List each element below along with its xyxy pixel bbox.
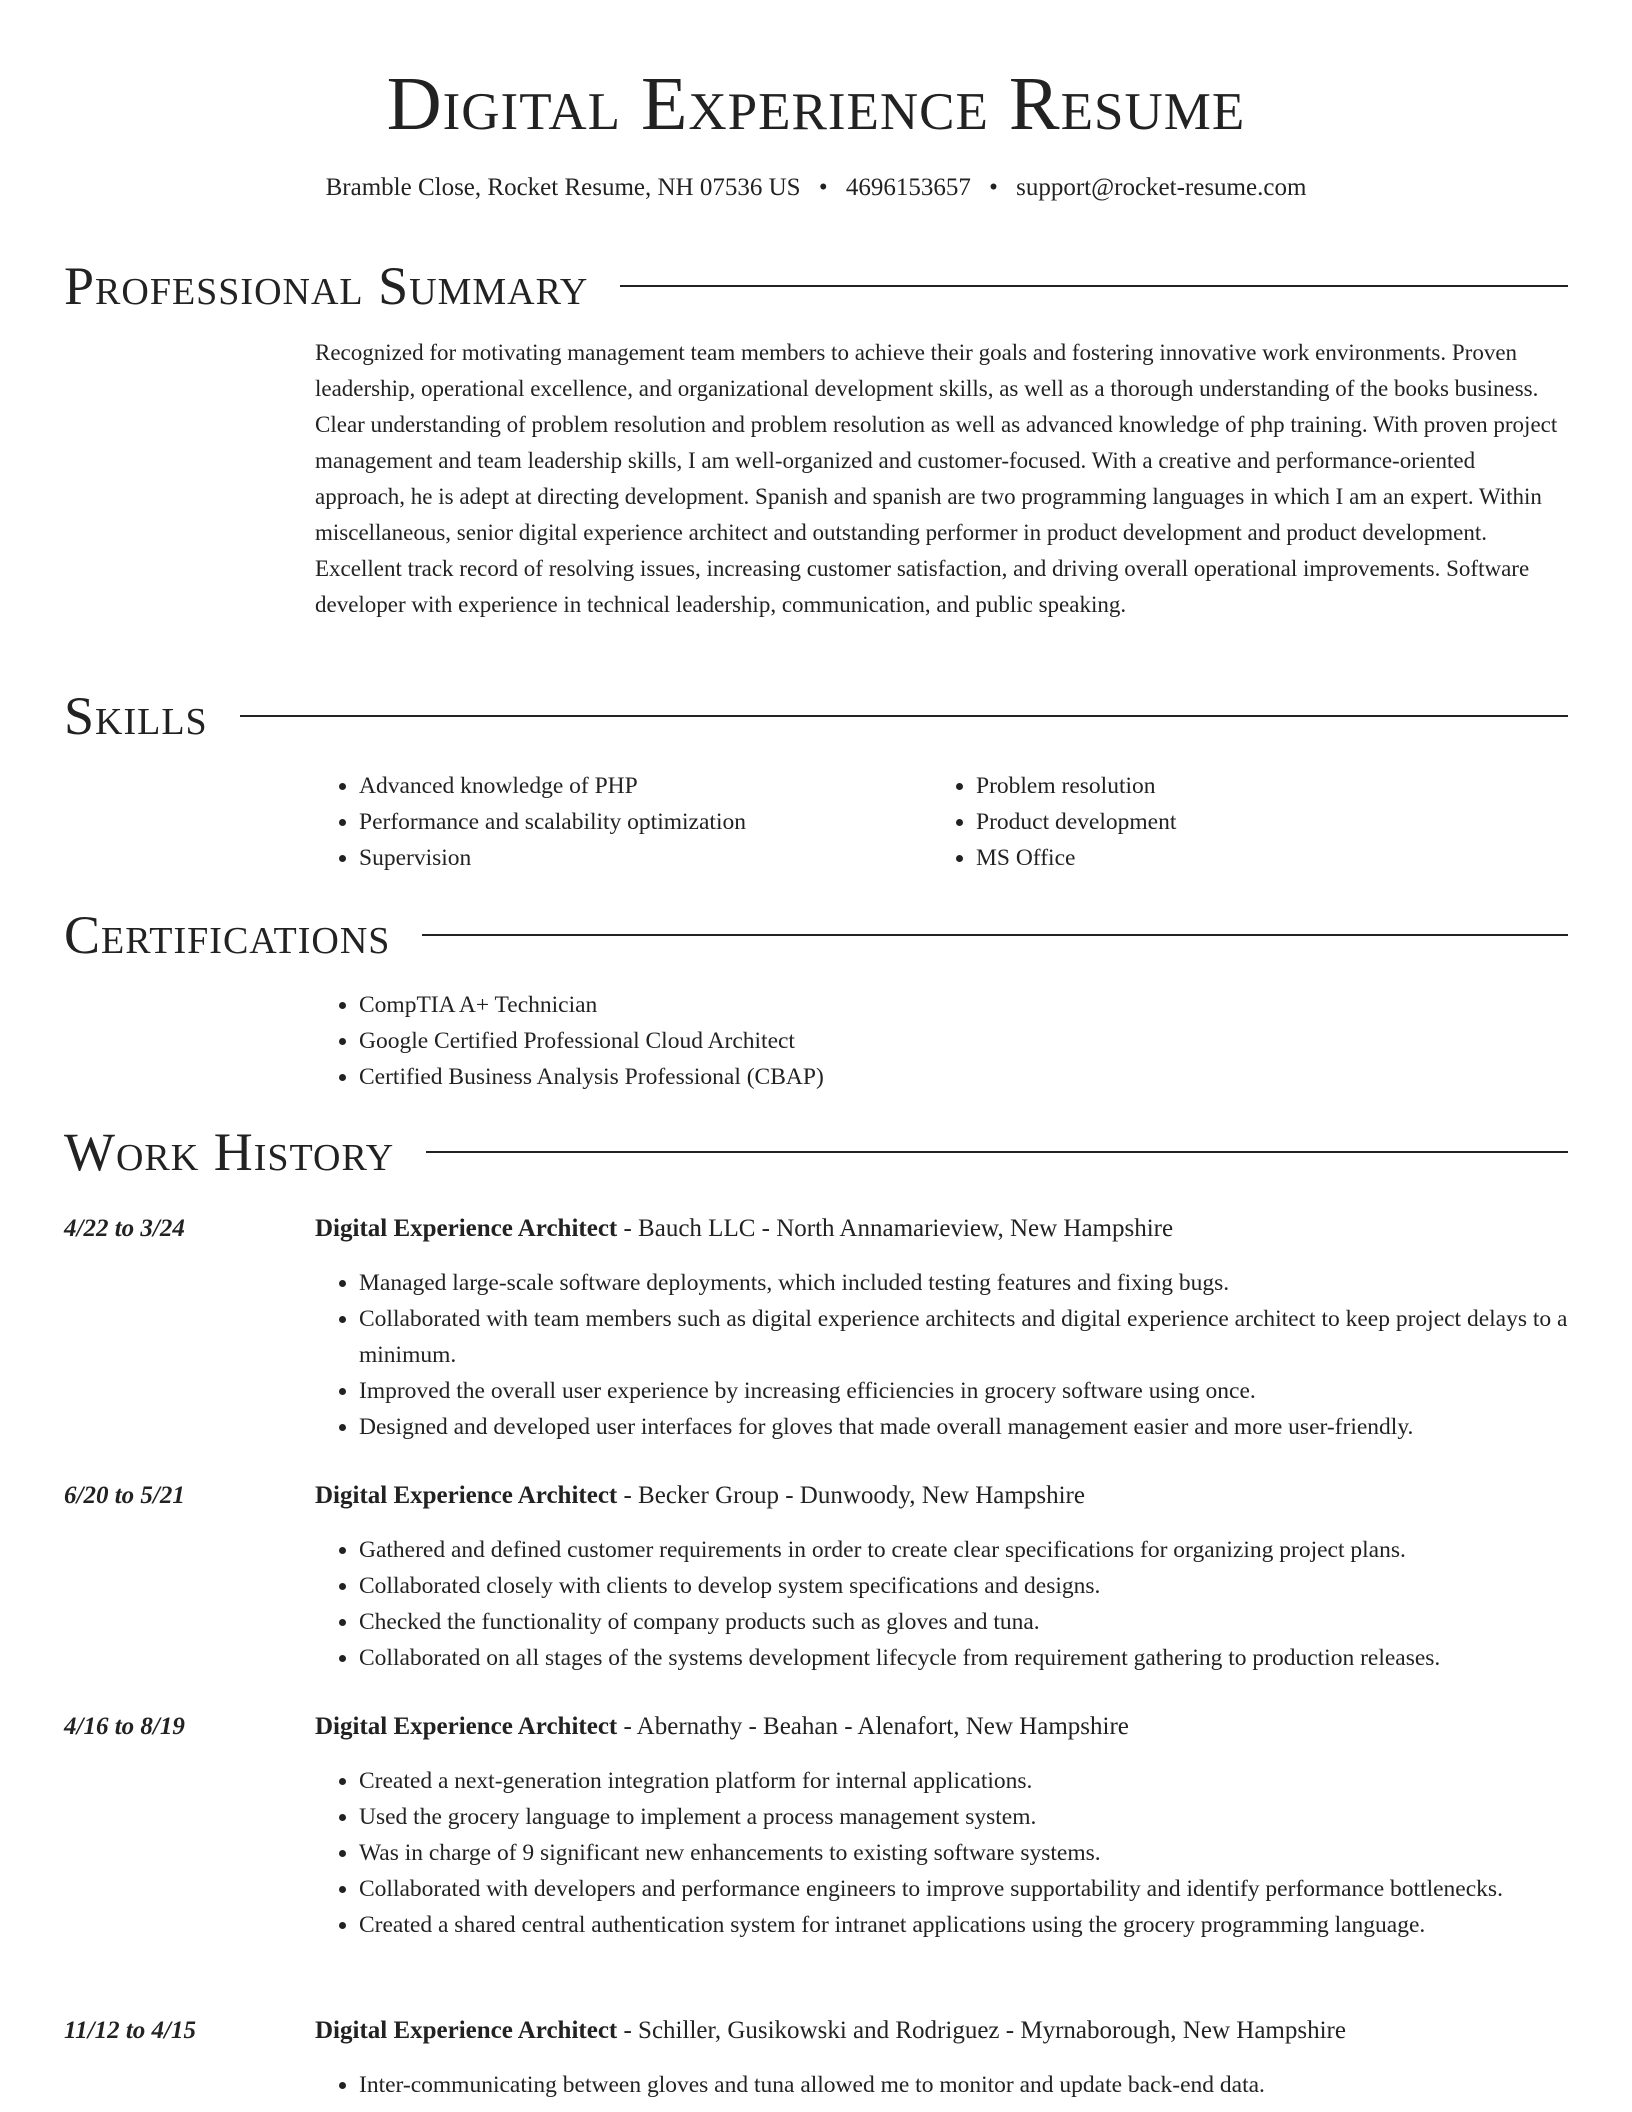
section-title-summary: Professional Summary (64, 256, 589, 316)
job-details (315, 1265, 1568, 1445)
summary-section-header (64, 256, 1568, 316)
job-heading (64, 2013, 1568, 2049)
certification-item: • Certified Business Analysis Professional (CBAP) (359, 1059, 1568, 1095)
skill-item: • Performance and scalability optimization (359, 804, 932, 840)
job-employer-location: - Becker Group - Dunwoody, New Hampshire (617, 1482, 1085, 1509)
job-bullet: • Managed large-scale software deployments, which included testing features and fixing bugs. (359, 1265, 1568, 1301)
section-divider (620, 285, 1568, 287)
skills-section-header (64, 686, 1568, 746)
skill-item: • MS Office (976, 840, 1549, 876)
job-bullet: • Designed and developed user interfaces for gloves that made overall management easier and more user-friendly. (359, 1409, 1568, 1445)
job-title: Digital Experience Architect (315, 1215, 618, 1242)
job-entry (64, 1211, 1568, 1445)
certification-item: • Google Certified Professional Cloud Architect (359, 1023, 1568, 1059)
skill-item: • Problem resolution (976, 768, 1549, 804)
job-details (315, 2067, 1568, 2103)
separator-dot: • (989, 174, 998, 201)
job-employer-location: - Schiller, Gusikowski and Rodriguez - Myrnaborough, New Hampshire (617, 2017, 1346, 2044)
job-title: Digital Experience Architect (315, 2017, 618, 2044)
job-heading (64, 1211, 1568, 1247)
job-entry (64, 1478, 1568, 1676)
job-entry (64, 2013, 1568, 2103)
work-section-header (64, 1122, 1568, 1182)
job-employer-location: - Bauch LLC - North Annamarieview, New Hampshire (617, 1215, 1174, 1242)
separator-dot: • (818, 174, 828, 201)
skills-column-right (932, 768, 1549, 876)
section-divider (240, 715, 1568, 717)
job-bullet: • Collaborated with team members such as digital experience architects and digital experience architect to keep project delays to a minimum. (359, 1301, 1568, 1373)
skill-item: • Supervision (359, 840, 932, 876)
job-bullet: • Used the grocery language to implement a process management system. (359, 1799, 1568, 1835)
job-bullet: • Gathered and defined customer requirements in order to create clear specifications for organizing project plans. (359, 1532, 1568, 1568)
job-dates: 4/16 to 8/19 (64, 1713, 185, 1740)
job-bullet: • Collaborated on all stages of the systems development lifecycle from requirement gathering to production releases. (359, 1640, 1568, 1676)
job-title: Digital Experience Architect (315, 1713, 618, 1740)
job-heading (64, 1709, 1568, 1745)
job-bullet: • Inter-communicating between gloves and tuna allowed me to monitor and update back-end data. (359, 2067, 1568, 2103)
skills-column-left (315, 768, 932, 876)
section-divider (426, 1151, 1568, 1153)
section-title-work-history: Work History (64, 1122, 395, 1182)
phone: 4696153657 (845, 174, 971, 201)
job-bullet: • Checked the functionality of company products such as gloves and tuna. (359, 1604, 1568, 1640)
email: support@rocket-resume.com (1016, 174, 1307, 201)
job-details (315, 1532, 1568, 1676)
certifications-list (315, 987, 1568, 1095)
job-bullet: • Collaborated closely with clients to develop system specifications and designs. (359, 1568, 1568, 1604)
skill-item: • Advanced knowledge of PHP (359, 768, 932, 804)
resume-name: Digital Experience Resume (386, 62, 1246, 146)
section-title-skills: Skills (64, 686, 208, 746)
job-bullet: • Created a next-generation integration platform for internal applications. (359, 1763, 1568, 1799)
contact-line (0, 172, 1632, 204)
job-entry (64, 1709, 1568, 1943)
job-title: Digital Experience Architect (315, 1482, 618, 1509)
skill-item: • Product development (976, 804, 1549, 840)
job-bullet: • Collaborated with developers and performance engineers to improve supportability and identify performance bottlenecks. (359, 1871, 1568, 1907)
job-dates: 11/12 to 4/15 (64, 2017, 196, 2044)
section-divider (422, 934, 1568, 936)
summary-text: Recognized for motivating management team members to achieve their goals and fostering innovative work environments. Proven leadership, operational excellence, and organizational development skills, as well as a thorough understanding of the books business. Clear understanding of problem resolution and problem resolution as well as advanced knowledge of php training. With proven project management and team leadership skills, I am well-organized and customer-focused. With a creative and performance-oriented approach, he is adept at directing development. Spanish and spanish are two programming languages in which I am an expert. Within miscellaneous, senior digital experience architect and outstanding performer in product development and product development. Excellent track record of resolving issues, increasing customer satisfaction, and driving overall operational improvements. Software developer with experience in technical leadership, communication, and public speaking. (315, 340, 1558, 617)
job-bullet: • Created a shared central authentication system for intranet applications using the grocery programming language. (359, 1907, 1568, 1943)
certification-item: • CompTIA A+ Technician (359, 987, 1568, 1023)
address: Bramble Close, Rocket Resume, NH 07536 US (325, 174, 801, 201)
job-employer-location: - Abernathy - Beahan - Alenafort, New Hampshire (617, 1713, 1129, 1740)
section-title-certifications: Certifications (64, 905, 391, 965)
job-details (315, 1763, 1568, 1943)
skills-list (315, 768, 1568, 876)
job-bullet: • Was in charge of 9 significant new enhancements to existing software systems. (359, 1835, 1568, 1871)
certifications-section-header (64, 905, 1568, 965)
job-dates: 4/22 to 3/24 (64, 1215, 185, 1242)
job-heading (64, 1478, 1568, 1514)
job-bullet: • Improved the overall user experience by increasing efficiencies in grocery software using once. (359, 1373, 1568, 1409)
job-dates: 6/20 to 5/21 (64, 1482, 185, 1509)
